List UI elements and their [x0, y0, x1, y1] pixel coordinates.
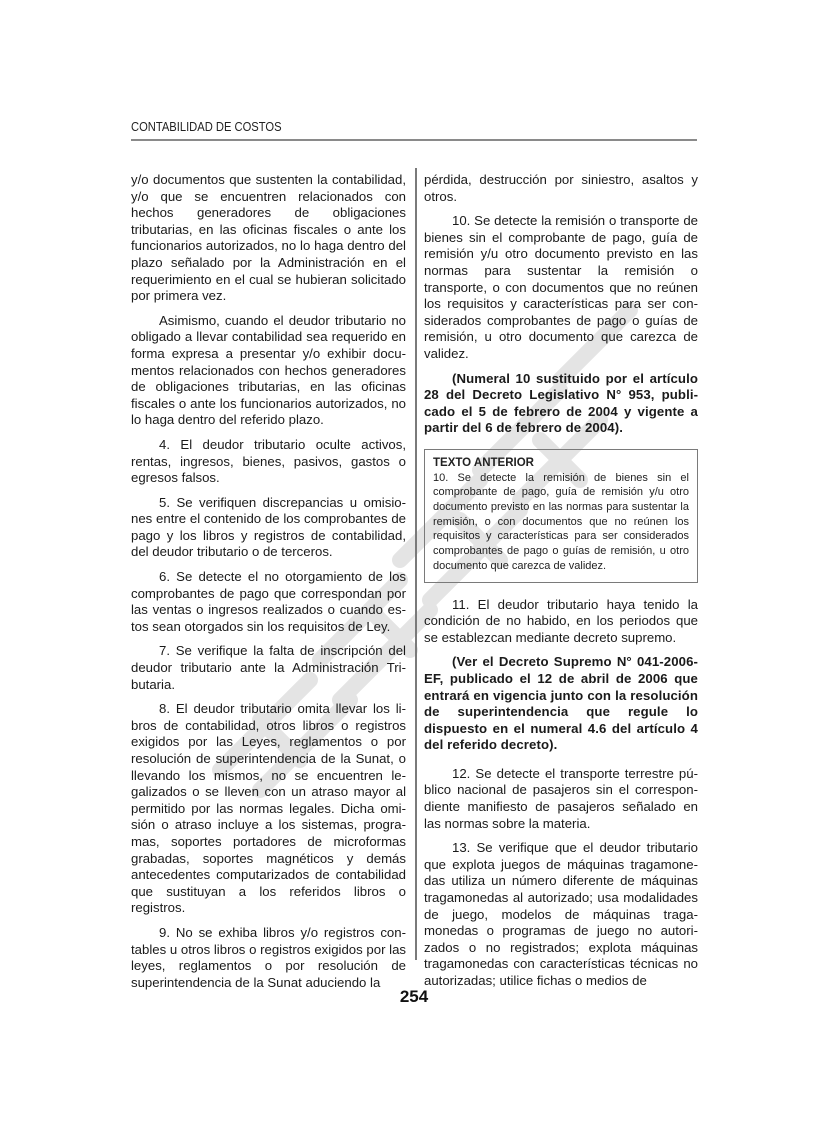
note-item-10: (Numeral 10 sustituido por el artículo 28 del Decreto Legislativo N° 953, publicado el 5 de febrero de 2004 y vigente a partir del 6 de febrero de 2004).	[424, 370, 698, 436]
running-title: CONTABILIDAD DE COSTOS	[131, 119, 282, 134]
paragraph-continuation-right: pérdida, destrucción por siniestro, asaltos y otros.	[424, 172, 698, 204]
paragraph-item-7: 7. Se verifique la falta de inscripción del deudor tributario ante la Administración Tributaria.	[131, 643, 406, 692]
paragraph-asimismo: Asimismo, cuando el deudor tributario no obligado a llevar contabilidad sea requerido en forma expresa a presentar y/o exhibir documentos relacionados con hechos generadores de obligaciones tributarias, en las oficinas fiscales o ante los funcionarios autorizados, no lo haga dentro del referido plazo.	[131, 312, 406, 428]
paragraph-continuation: y/o documentos que sustenten la contabilidad, y/o que se encuentren relacionados con hechos generadores de obligaciones tributarias, en las oficinas fiscales o ante los funcionarios autorizados, no lo haga dentro del plazo señalado por la Administración en el requerimiento en el cual se hubieran solicitado por primera vez.	[131, 172, 406, 304]
note-item-11: (Ver el Decreto Supremo N° 041-2006-EF, publicado el 12 de abril de 2006 que entrará en vigencia junto con la resolución de superintendencia que regule lo dispuesto en el numeral 4.6 del artículo 4 del referido decreto).	[424, 654, 698, 753]
paragraph-item-12: 12. Se detecte el transporte terrestre público nacional de pasajeros sin el correspondiente manifiesto de pasajeros señalado en las normas sobre la materia.	[424, 765, 698, 831]
prior-text-body: 10. Se detecte la remisión de bienes sin el comprobante de pago, guía de remisión y/u otro documento previsto en las normas para sustentar la remisión, o con documentos que no reúnen los requisitos y características para ser considerados comprobantes de pago o guías de remisión, u otro documento que carezca de validez.	[433, 471, 689, 572]
paragraph-item-11: 11. El deudor tributario haya tenido la condición de no habido, en los periodos que se establezcan mediante decreto supremo.	[424, 596, 698, 645]
header-rule	[131, 139, 697, 141]
page-number: 254	[399, 987, 429, 1006]
paragraph-item-6: 6. Se detecte el no otorgamiento de los comprobantes de pago que correspondan por las ventas o ingresos realizados o cuando estos sean otorgados sin los requisitos de Ley.	[131, 569, 406, 634]
column-divider	[415, 168, 417, 960]
paragraph-item-8: 8. El deudor tributario omita llevar los libros de contabilidad, otros libros o registros exigidos por las Leyes, reglamentos o por resolución de superintendencia de la Sunat, o llevando los mismos, no se encuentren legalizados o se lleven con un atraso mayor al permitido por las normas legales. Dicha omisión o atraso incluye a los sistemas, programas, soportes portadores de microformas grabadas, soportes magnéticos y demás antecedentes computarizados de contabilidad que sustituyan a los referidos libros o registros.	[131, 701, 406, 916]
right-column	[424, 172, 698, 998]
prior-text-box	[424, 449, 698, 583]
paragraph-item-10: 10. Se detecte la remisión o transporte de bienes sin el comprobante de pago, guía de remisión y/u otro documento previsto en las normas para sustentar la remisión o transporte, o con documentos que no reúnen los requisitos y características para ser considerados comprobantes de pago o guías de remisión, u otro documento que carezca de validez.	[424, 213, 698, 361]
paragraph-item-9: 9. No se exhiba libros y/o registros contables u otros libros o registros exigidos por las leyes, reglamentos o por resolución de superintendencia de la Sunat aduciendo la	[131, 924, 406, 990]
left-column	[131, 172, 406, 999]
prior-text-title: TEXTO ANTERIOR	[433, 456, 534, 469]
paragraph-item-4: 4. El deudor tributario oculte activos, rentas, ingresos, bienes, pasivos, gastos o egresos falsos.	[131, 436, 406, 486]
paragraph-item-13: 13. Se verifique que el deudor tributario que explota juegos de máquinas tragamonedas utiliza un número diferente de máquinas tragamonedas al autorizado; usa modalidades de juego, modelos de máquinas tragamonedas o programas de juego no autorizados o no registrados; explota máquinas tragamonedas con características técnicas no autorizadas; utilice fichas o medios de	[424, 840, 698, 988]
paragraph-item-5: 5. Se verifiquen discrepancias u omisiones entre el contenido de los comprobantes de pago y los libros y registros de contabilidad, del deudor tributario o de terceros.	[131, 494, 406, 560]
